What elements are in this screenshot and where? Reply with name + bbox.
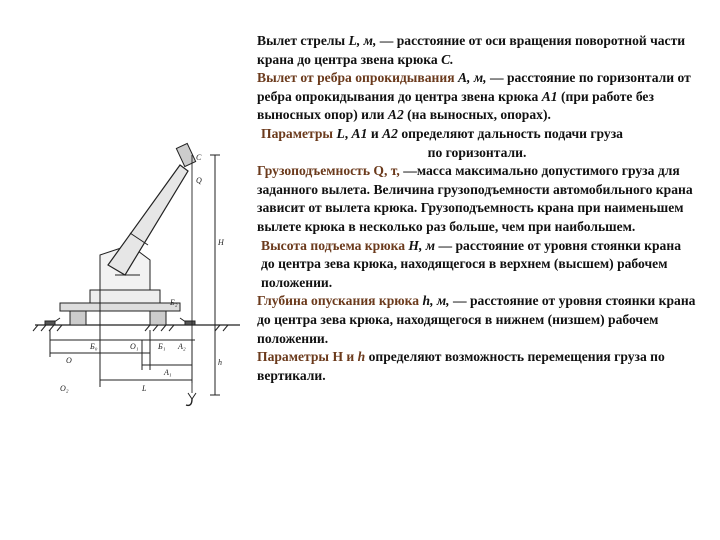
label-b1: Б₁ bbox=[158, 342, 166, 351]
paragraph-lower-depth bbox=[257, 292, 697, 348]
label-o1: O₁ bbox=[130, 342, 139, 351]
label-c: C bbox=[196, 153, 202, 162]
label-h-upper: H bbox=[218, 238, 224, 247]
and-2: и bbox=[343, 349, 358, 365]
text-tipping-mid: (при работе без выносных опор) или bbox=[257, 88, 654, 123]
text-tipping-reach: — расстояние по горизонтали от ребра опрокидывания до центра звена крюка bbox=[257, 70, 691, 104]
label-o2: O₂ bbox=[60, 384, 69, 393]
paragraph-tipping-reach bbox=[257, 69, 697, 125]
crane-diagram bbox=[30, 125, 245, 425]
term-lift-height: Высота подъема крюка bbox=[261, 237, 406, 253]
symbol-h: H, м bbox=[408, 237, 436, 253]
label-h-lower: h bbox=[218, 358, 222, 367]
symbol-a: А, м, bbox=[457, 70, 487, 86]
text-tipping-end: (на выносных, опорах). bbox=[403, 107, 551, 123]
symbol-c: С. bbox=[441, 51, 454, 67]
and-1: и bbox=[367, 125, 383, 141]
paragraph-capacity bbox=[257, 162, 697, 236]
symbol-l2: L bbox=[336, 125, 345, 141]
paragraph-horizontal-params bbox=[257, 125, 697, 144]
symbol-a2-2: A2 bbox=[382, 125, 398, 141]
label-l: L bbox=[142, 384, 147, 393]
symbol-l: L, м, bbox=[348, 33, 377, 48]
term-capacity: Грузоподъемность Q, т, bbox=[257, 163, 400, 179]
term-params-vertical: Параметры bbox=[257, 349, 333, 365]
paragraph-boom-reach bbox=[257, 32, 697, 69]
term-lower-depth: Глубина опускания крюка bbox=[257, 293, 420, 309]
symbol-a2: А2 bbox=[387, 107, 404, 123]
text-vertical-params: определяют возможность перемещения груза по вертикали. bbox=[257, 349, 665, 383]
comma: , bbox=[344, 125, 352, 141]
text-capacity: —масса максимально допустимого груза для заданного вылета. Величина грузоподъемности автомобильного крана зависит от вылета крюка. Грузоподъемность крана при наименьшем вылете крюка в несколько раз больше, чем при наибольшем. bbox=[257, 163, 693, 234]
term-tipping-reach: Вылет от ребра опрокидывания bbox=[257, 70, 455, 86]
symbol-h-small: h, м, bbox=[422, 293, 450, 309]
symbol-a1: А1 bbox=[541, 88, 558, 104]
text-lower-depth: — расстояние от уровня стоянки крана до центра зева крюка, находящегося в нижнем (низшем) рабочем положении. bbox=[257, 293, 696, 346]
text-lift-height: — расстояние от уровня стоянки крана до центра зева крюка, находящегося в верхнем (высшем) рабочем положении. bbox=[261, 237, 681, 290]
label-q: Q bbox=[196, 176, 202, 185]
label-o: O bbox=[66, 356, 72, 365]
label-a2: A₂ bbox=[178, 342, 186, 351]
text-boom-reach: — расстояние от оси вращения поворотной части крана до центра звена крюка bbox=[257, 33, 686, 67]
crane-boom bbox=[108, 143, 196, 275]
symbol-a1-2: A1 bbox=[351, 125, 368, 141]
label-b2: Б₂ bbox=[170, 298, 178, 307]
paragraph-lift-height bbox=[257, 237, 697, 293]
symbol-h-small-2: h bbox=[357, 349, 366, 365]
text-block bbox=[257, 32, 697, 385]
label-b0: Б₀ bbox=[90, 342, 98, 351]
text-horizontal-params: определяют дальность подачи груза bbox=[397, 125, 623, 141]
label-a1: A₁ bbox=[164, 368, 172, 377]
term-params: Параметры bbox=[261, 125, 337, 141]
symbol-h-big: Н bbox=[332, 349, 344, 365]
paragraph-horizontal-tail: по горизонтали. bbox=[427, 144, 527, 160]
term-boom-reach: Вылет стрелы bbox=[257, 33, 346, 48]
paragraph-vertical-params bbox=[257, 348, 697, 385]
hook-rope bbox=[186, 155, 196, 405]
ground-line bbox=[33, 325, 240, 331]
